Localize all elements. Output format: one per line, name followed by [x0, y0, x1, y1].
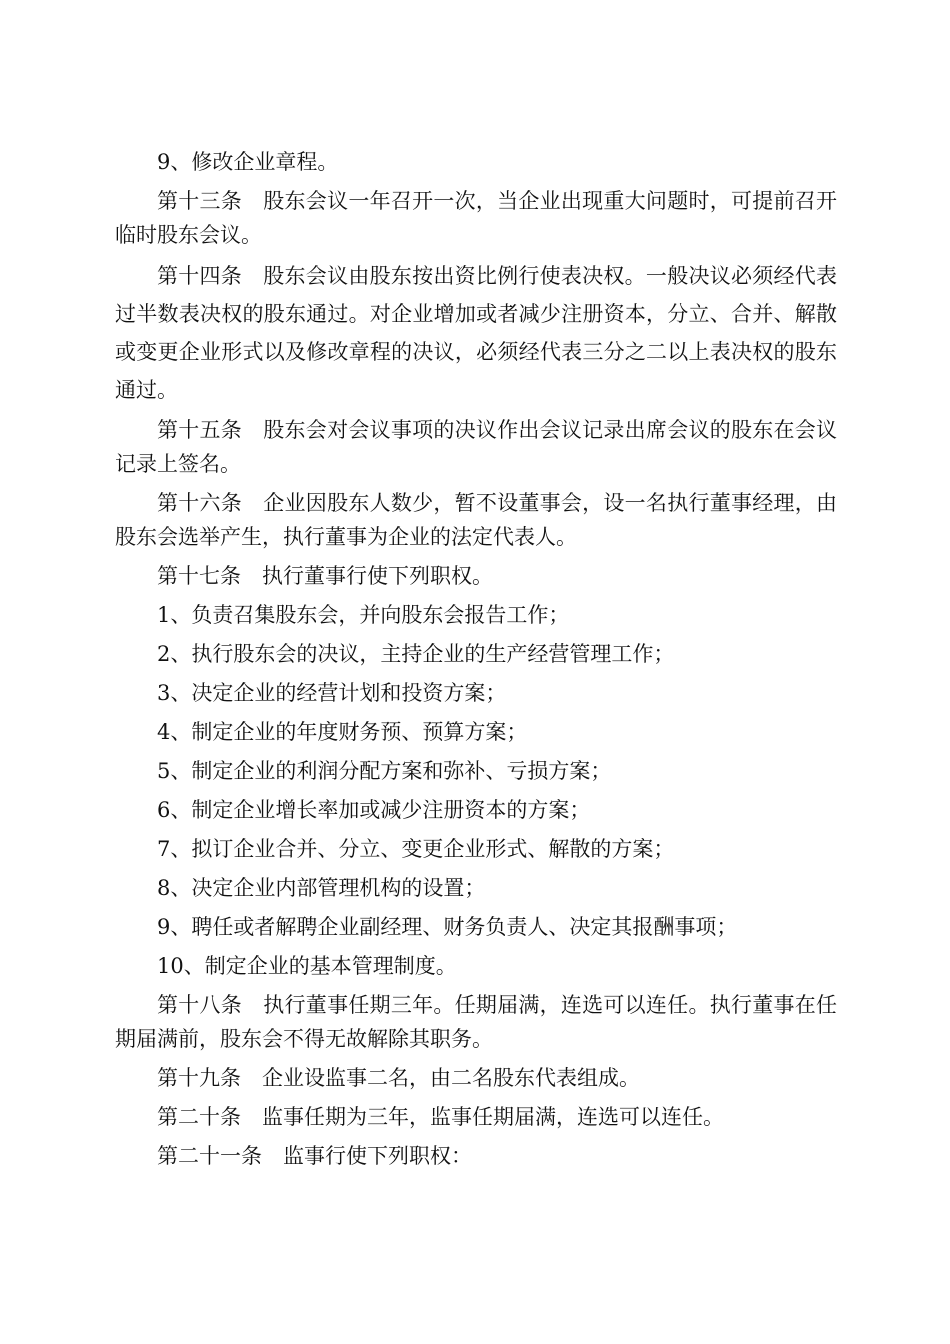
- paragraph-article-20: 第二十条 监事任期为三年，监事任期届满，连选可以连任。: [157, 1105, 724, 1129]
- document-body: [115, 145, 837, 1178]
- paragraph-article-19: 第十九条 企业设监事二名，由二名股东代表组成。: [157, 1066, 640, 1090]
- paragraph-article-17: 第十七条 执行董事行使下列职权。: [157, 564, 493, 588]
- paragraph-article-16: 第十六条 企业因股东人数少，暂不设董事会，设一名执行董事经理，由股东会选举产生，执行董事为企业的法定代表人。: [115, 491, 837, 549]
- list-item-duty-1: 1、负责召集股东会，并向股东会报告工作；: [157, 603, 570, 627]
- list-item-duty-7: 7、拟订企业合并、分立、变更企业形式、解散的方案；: [157, 837, 675, 861]
- list-item-duty-10: 10、制定企业的基本管理制度。: [157, 954, 457, 978]
- list-item-duty-6: 6、制定企业增长率加或减少注册资本的方案；: [157, 798, 591, 822]
- list-item-duty-8: 8、决定企业内部管理机构的设置；: [157, 876, 486, 900]
- paragraph-item-9-amend-charter: 9、修改企业章程。: [157, 150, 339, 174]
- paragraph-article-21: 第二十一条 监事行使下列职权：: [157, 1144, 472, 1168]
- list-item-duty-3: 3、决定企业的经营计划和投资方案；: [157, 681, 507, 705]
- list-item-duty-5: 5、制定企业的利润分配方案和弥补、亏损方案；: [157, 759, 612, 783]
- list-item-duty-4: 4、制定企业的年度财务预、预算方案；: [157, 720, 528, 744]
- paragraph-article-14: 第十四条 股东会议由股东按出资比例行使表决权。一般决议必须经代表过半数表决权的股东通过。对企业增加或者减少注册资本，分立、合并、解散或变更企业形式以及修改章程的决议，必须经代表三分之二以上表决权的股东通过。: [115, 264, 837, 402]
- list-item-duty-2: 2、执行股东会的决议，主持企业的生产经营管理工作；: [157, 642, 675, 666]
- list-item-duty-9: 9、聘任或者解聘企业副经理、财务负责人、决定其报酬事项；: [157, 915, 738, 939]
- paragraph-article-13: 第十三条 股东会议一年召开一次，当企业出现重大问题时，可提前召开临时股东会议。: [115, 189, 837, 247]
- paragraph-article-18: 第十八条 执行董事任期三年。任期届满，连选可以连任。执行董事在任期届满前，股东会不得无故解除其职务。: [115, 993, 837, 1051]
- paragraph-article-15: 第十五条 股东会对会议事项的决议作出会议记录出席会议的股东在会议记录上签名。: [115, 418, 837, 476]
